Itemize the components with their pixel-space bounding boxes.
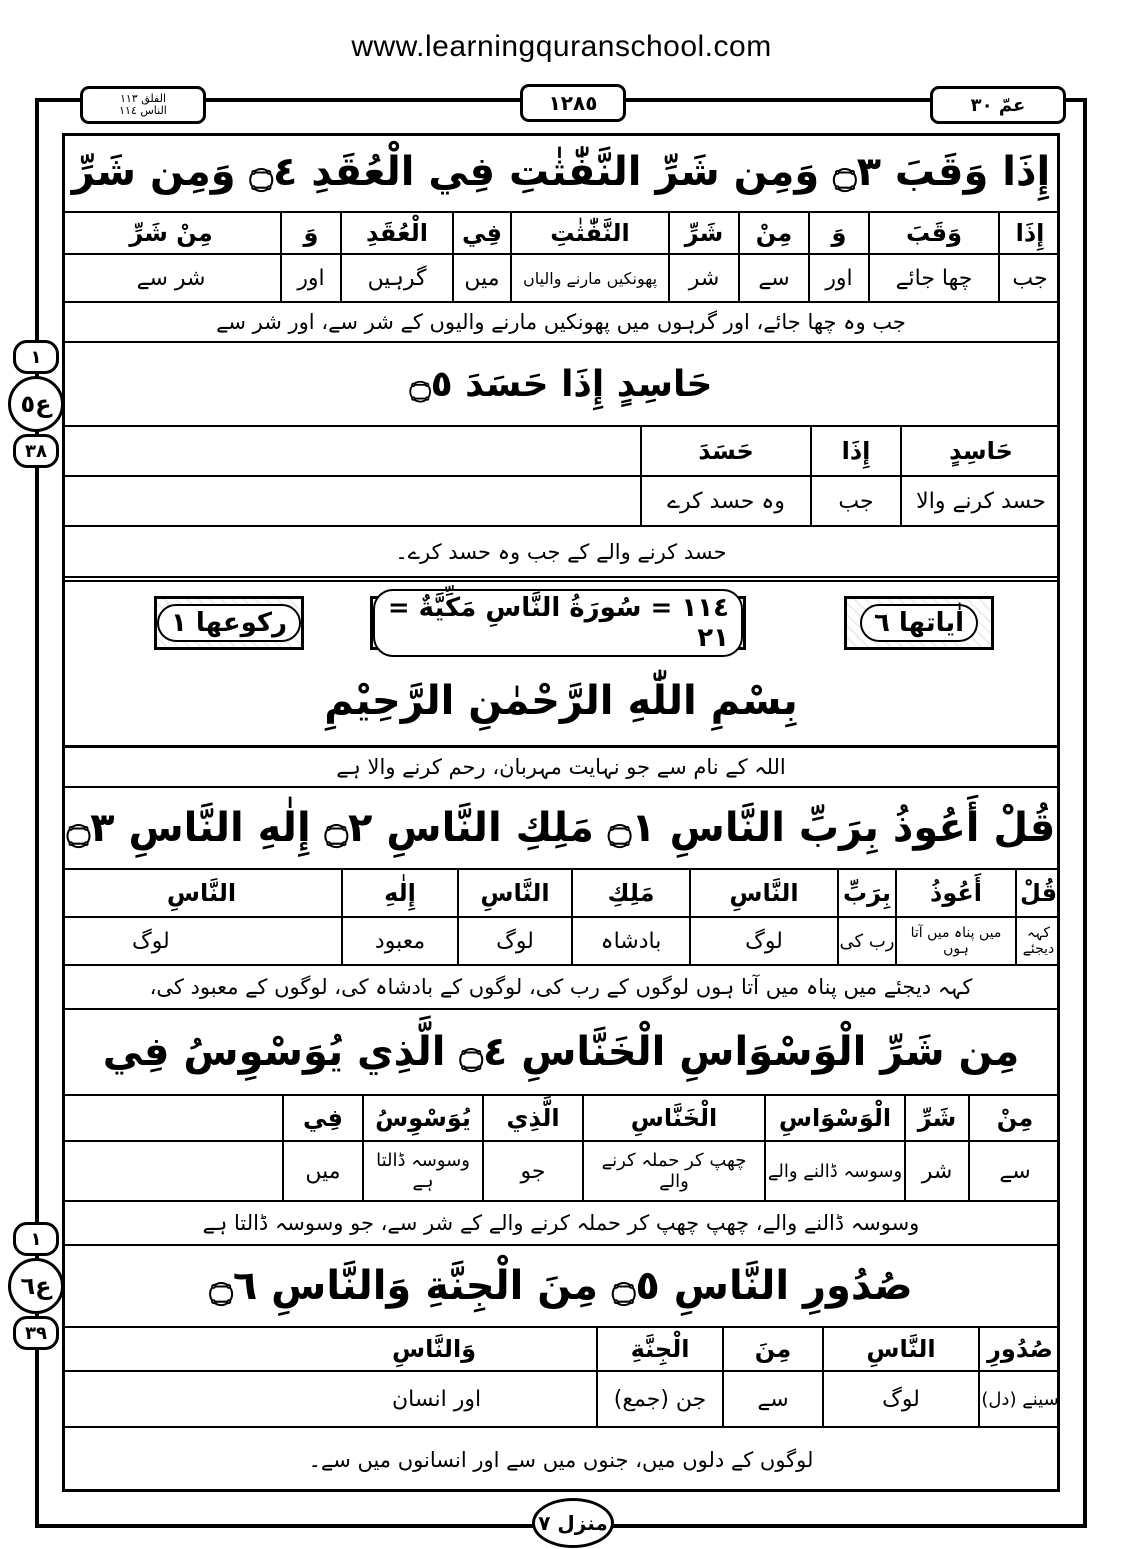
words-row (62, 870, 1060, 918)
translation-line: کہہ دیجئے میں پناہ میں آتا ہوں لوگوں کے رب کی، لوگوں کے بادشاہ کی، لوگوں کے معبود کی، (62, 966, 1060, 1010)
verse-line: قُلْ أَعُوذُ بِرَبِّ النَّاسِ ۝١ مَلِكِ النَّاسِ ۝٢ إِلٰهِ النَّاسِ ۝٣ (62, 788, 1060, 870)
word-cell: النَّاسِ (689, 870, 837, 916)
word-cell: شَرِّ (668, 213, 738, 253)
meaning-cell: سینے (دل) (978, 1372, 1060, 1426)
ruku-count-box (154, 596, 304, 650)
meaning-cell: جن (جمع) (596, 1372, 722, 1426)
ruku-marker-top: ١ (13, 340, 59, 374)
meanings-row (62, 918, 1060, 966)
empty-cell (62, 1142, 282, 1200)
words-row (62, 1096, 1060, 1142)
verse-line: مِن شَرِّ الْوَسْوَاسِ الْخَنَّاسِ ۝٤ الَّذِي يُوَسْوِسُ فِي (62, 1010, 1060, 1096)
empty-cell (62, 477, 640, 525)
ruku-marker-symbol: ع٦ (8, 1258, 64, 1314)
word-cell: مَلِكِ (571, 870, 689, 916)
block-1 (62, 133, 1060, 343)
meaning-cell: لوگ (822, 1372, 978, 1426)
meaning-cell: وسوسہ ڈالنے والے (764, 1142, 904, 1200)
meaning-cell: اور انسان (392, 1386, 482, 1412)
meaning-cell: لوگ (132, 928, 170, 954)
basmala-translation: اللہ کے نام سے جو نہایت مہربان، رحم کرنے والا ہے (62, 748, 1060, 788)
meanings-row (62, 255, 1060, 303)
header-surah-box (80, 86, 206, 124)
translation-line: لوگوں کے دلوں میں، جنوں میں سے اور انسانوں میں سے۔ (308, 1448, 814, 1472)
meaning-cell: پھونکیں مارنے والیاں (510, 255, 668, 301)
word-cell: فِي (282, 1096, 362, 1140)
meaning-cell: لوگ (457, 918, 571, 964)
header-juz-label: عمّ ٣٠ (930, 86, 1066, 124)
meaning-cell: جب (998, 255, 1060, 301)
ruku-marker-symbol: ع٥ (8, 376, 64, 432)
empty-cell (62, 1096, 282, 1140)
meaning-cell: جو (482, 1142, 582, 1200)
manzil-marker: منزل ٧ (532, 1498, 614, 1548)
word-cell: وَقَبَ (868, 213, 998, 253)
meaning-cell: چھپ کر حملہ کرنے والے (582, 1142, 764, 1200)
word-cell: مِنْ شَرِّ (129, 219, 213, 247)
meaning-cell: شر (904, 1142, 968, 1200)
word-cell: إِلٰهِ (341, 870, 457, 916)
ruku-marker-top: ١ (13, 1222, 59, 1256)
meaning-cell: اور (808, 255, 868, 301)
block-3 (62, 788, 1060, 1010)
meaning-cell: جب (810, 477, 900, 525)
meaning-cell: وسوسہ ڈالتا ہے (362, 1142, 482, 1200)
verse-line: حَاسِدٍ إِذَا حَسَدَ ۝٥ (62, 343, 1060, 427)
word-cell: الْجِنَّةِ (596, 1328, 722, 1370)
meaning-cell: بادشاہ (571, 918, 689, 964)
block-2 (62, 343, 1060, 582)
word-cell: وَ (808, 213, 868, 253)
word-cell: شَرِّ (904, 1096, 968, 1140)
translation-line: وسوسہ ڈالنے والے، چھپ چھپ کر حملہ کرنے والے کے شر سے، جو وسوسہ ڈالتا ہے (62, 1202, 1060, 1246)
surah-title: ١١٤ = سُورَةُ النَّاسِ مَكِّيَّةٌ = ٢١ (373, 589, 743, 657)
word-cell: حَسَدَ (640, 427, 810, 475)
word-cell: أَعُوذُ (895, 870, 1015, 916)
meaning-cell: سے (738, 255, 808, 301)
word-cell: حَاسِدٍ (900, 427, 1060, 475)
ayat-count-box (844, 596, 994, 650)
meaning-cell: لوگ (689, 918, 837, 964)
empty-cell (62, 427, 640, 475)
word-cell: إِذَا (810, 427, 900, 475)
word-cell: وَالنَّاسِ (392, 1335, 477, 1363)
header-surah-line1: الفلق ١١٣ (119, 92, 167, 105)
page-number: ١٢٨٥ (520, 84, 626, 122)
surah-header-band (62, 588, 1060, 748)
word-cell: النَّاسِ (822, 1328, 978, 1370)
translation-line: جب وہ چھا جائے، اور گرہوں میں پھونکیں مارنے والیوں کے شر سے، اور شر سے (62, 303, 1060, 343)
block-4 (62, 1010, 1060, 1246)
meaning-cell: سے (968, 1142, 1060, 1200)
verse-line: صُدُورِ النَّاسِ ۝٥ مِنَ الْجِنَّةِ وَالنَّاسِ ۝٦ (62, 1246, 1060, 1328)
meaning-cell: اور (280, 255, 340, 301)
meaning-cell: میں پناہ میں آتا ہوں (895, 918, 1015, 964)
word-cell: مِنْ (738, 213, 808, 253)
word-cell: النَّفّٰثٰتِ (510, 213, 668, 253)
meaning-cell: میں (282, 1142, 362, 1200)
word-cell: مِنْ (968, 1096, 1060, 1140)
word-cell: بِرَبِّ (837, 870, 895, 916)
word-cell: مِنَ (722, 1328, 822, 1370)
surah-title-box (370, 593, 746, 653)
word-cell: النَّاسِ (457, 870, 571, 916)
meaning-cell: شر (668, 255, 738, 301)
header-surah-line2: الناس ١١٤ (119, 104, 167, 117)
word-cell: الْخَنَّاسِ (582, 1096, 764, 1140)
meaning-cell: کہہ دیجئے (1015, 918, 1060, 964)
word-cell: وَ (280, 213, 340, 253)
word-cell: النَّاسِ (166, 879, 237, 907)
verse-line: إِذَا وَقَبَ ۝٣ وَمِن شَرِّ النَّفّٰثٰتِ فِي الْعُقَدِ ۝٤ وَمِن شَرِّ (62, 133, 1060, 213)
meaning-cell: سے (722, 1372, 822, 1426)
words-row (62, 1328, 1060, 1372)
meaning-cell: حسد کرنے والا (900, 477, 1060, 525)
ruku-marker-bottom: ٣٨ (13, 434, 59, 468)
ruku-marker-bottom: ٣٩ (13, 1316, 59, 1350)
word-cell: الَّذِي (482, 1096, 582, 1140)
site-url[interactable]: www.learningquranschool.com (351, 30, 772, 63)
word-cell: فِي (452, 213, 510, 253)
ayat-count-label: اٰیاتھا ٦ (860, 604, 978, 642)
basmala-translation-block (62, 748, 1060, 788)
basmala: بِسْمِ اللّٰهِ الرَّحْمٰنِ الرَّحِيْمِ (324, 678, 798, 724)
word-cell: يُوَسْوِسُ (362, 1096, 482, 1140)
words-row (62, 427, 1060, 477)
meaning-cell: چھا جائے (868, 255, 998, 301)
block-5 (62, 1246, 1060, 1492)
meanings-row (62, 1142, 1060, 1202)
meaning-cell: وہ حسد کرے (640, 477, 810, 525)
meaning-cell: شر سے (136, 265, 206, 291)
meanings-row (62, 1372, 1060, 1428)
word-cell: قُلْ (1015, 870, 1060, 916)
side-ruku-marker-1 (8, 340, 64, 468)
word-cell: إِذَا (998, 213, 1060, 253)
meaning-cell: معبود (341, 918, 457, 964)
meaning-cell: میں (452, 255, 510, 301)
word-cell: صُدُورِ (978, 1328, 1060, 1370)
words-row (62, 213, 1060, 255)
word-cell: الْعُقَدِ (340, 213, 452, 253)
meaning-cell: گرہیں (340, 255, 452, 301)
word-cell: الْوَسْوَاسِ (764, 1096, 904, 1140)
side-ruku-marker-2 (8, 1222, 64, 1350)
ruku-count-label: رکوعھا ١ (157, 604, 301, 642)
translation-line: حسد کرنے والے کے جب وہ حسد کرے۔ (62, 527, 1060, 582)
meaning-cell: رب کی (837, 918, 895, 964)
meanings-row (62, 477, 1060, 527)
